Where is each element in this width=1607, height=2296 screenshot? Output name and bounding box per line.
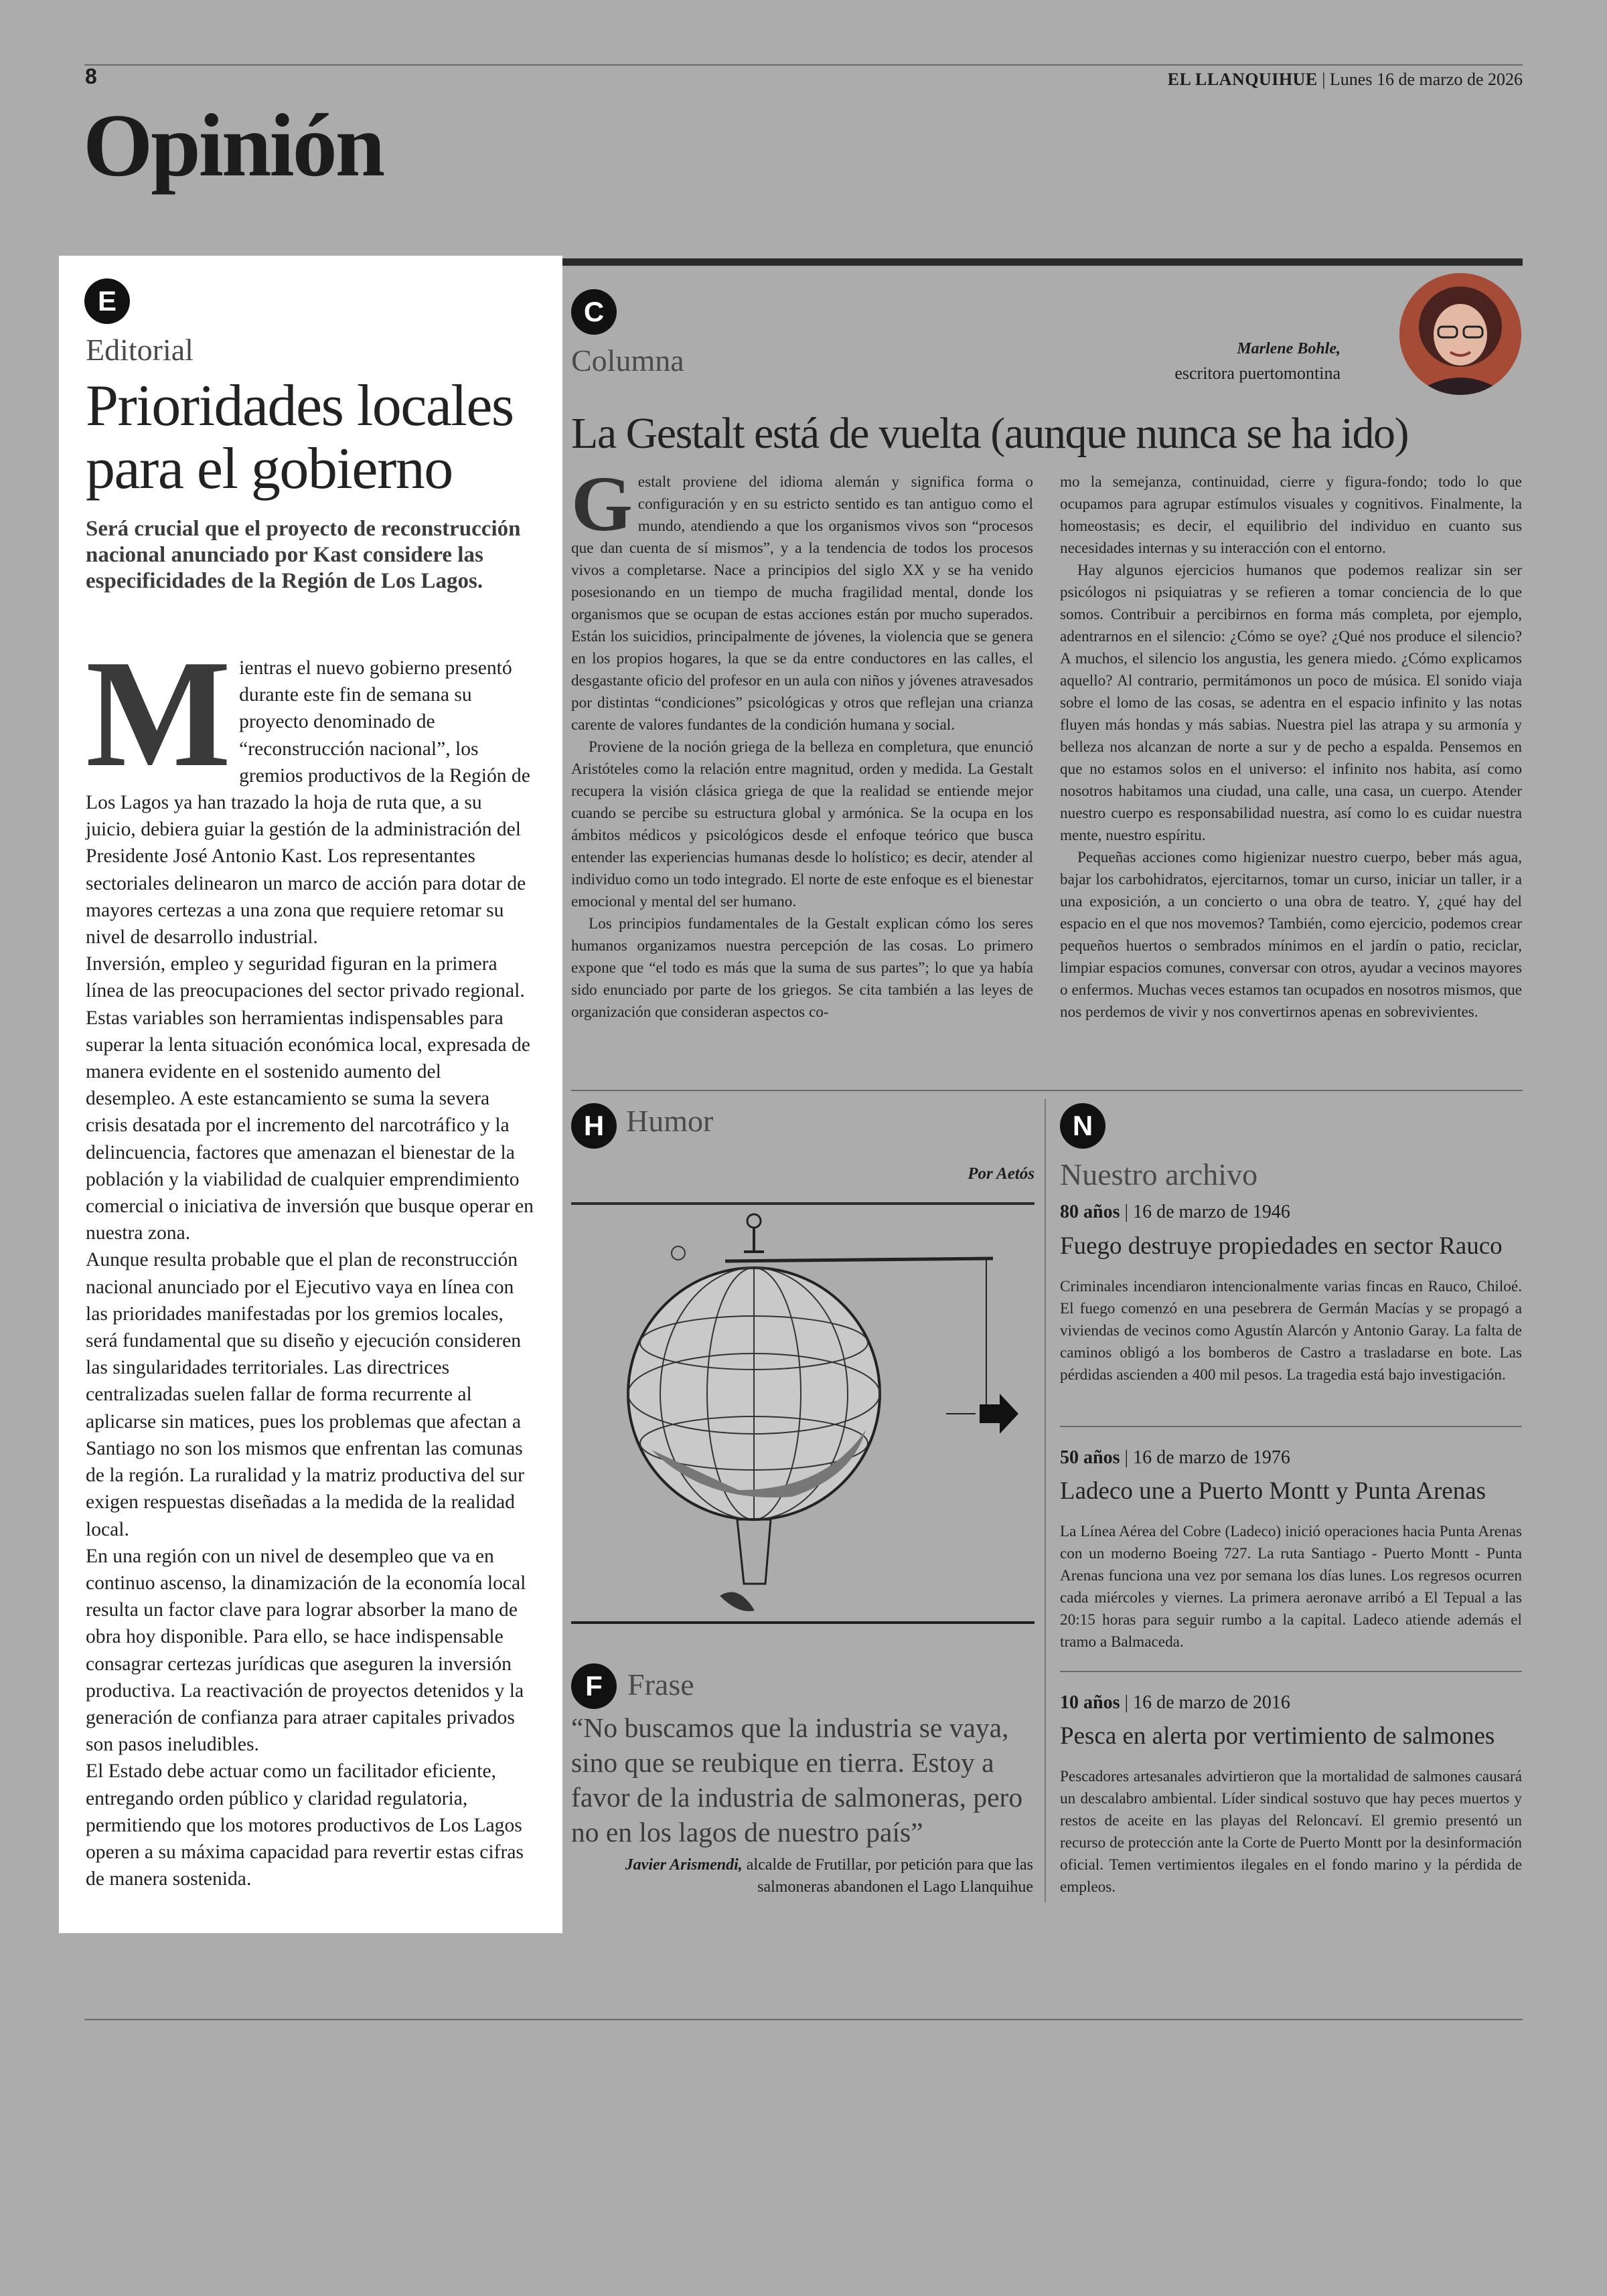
humor-cartoon	[571, 1209, 1035, 1636]
column-title: La Gestalt está de vuelta (aunque nunca se ha ido)	[571, 409, 1408, 458]
editorial-deck: Será crucial que el proyecto de reconstrucción nacional anunciado por Kast considere las especificidades de la Región de Los Lagos.	[86, 517, 521, 593]
frase-badge: F	[571, 1663, 617, 1709]
humor-kicker: Humor	[626, 1104, 714, 1138]
author-portrait-icon	[1399, 273, 1521, 395]
archive-badge: N	[1060, 1103, 1105, 1149]
editorial-paragraph: En una región con un nivel de desempleo que va en continuo ascenso, la dinamización de la economía local resulta un factor clave para lograr absorber la mano de obra hoy disponible. Para ello, se hace indispensable consagrar certezas jurídicas que aseguren la inversión productiva. La reactivación de proyectos detenidos y la generación de confianza para atraer capitales privados son pasos ineludibles.	[86, 1545, 526, 1756]
archive-entry-body: Pescadores artesanales advirtieron que la mortalidad de salmones causará un descalabro ambiental. Líder sindical sostuvo que hay peces muertos y restos de aceite en las playas del Reloncaví. El gremio presentó un recurso de protección ante la Corte de Puerto Montt por la desinformación oficial. Temen vertimientos ilegales en el fondo marino y la pérdida de empleos.	[1060, 1768, 1522, 1896]
column-paragraph: mo la semejanza, continuidad, cierre y figura-fondo; todo lo que ocupamos para agrupar estímulos visuales y cognitivos. Finalmente, la homeostasis; es decir, el equilibrio del individuo en cuanto sus necesidades internas y su interacción con el entorno.	[1060, 473, 1522, 557]
frase-kicker: Frase	[627, 1667, 694, 1702]
archive-entry-headline: Fuego destruye propiedades en sector Rauco	[1060, 1232, 1503, 1260]
column-paragraph: Los principios fundamentales de la Gestalt explican cómo los seres humanos organizamos nuestra percepción de las cosas. Lo primero expone que “el todo es más que la suma de sus partes”; lo que ya había sido enunciado por parte de los griegos. Se cita también a las leyes de organización que consideran aspectos co-	[571, 915, 1033, 1021]
issue-date: Lunes 16 de marzo de 2026	[1329, 70, 1523, 89]
editorial-body	[86, 628, 536, 1892]
page-number: 8	[85, 64, 97, 88]
frase-attribution	[571, 1854, 1033, 1898]
column-bottom-rule	[571, 1090, 1523, 1091]
publication-name: EL LLANQUIHUE	[1167, 70, 1318, 89]
archive-kicker: Nuestro archivo	[1060, 1157, 1258, 1192]
editorial-paragraph: ientras el nuevo gobierno presentó durante este fin de semana su proyecto denominado de “reconstrucción nacional”, los gremios productivos de la Región de Los Lagos ya han trazado la hoja de ruta que, a su juicio, debiera guiar la gestión de la administración del Presidente José Antonio Kast. Los representantes sectoriales delinearon un marco de acción para dotar de mayores certezas a una zona que requiere retomar su nivel de desarrollo industrial.	[86, 657, 530, 949]
editorial-paragraph: Aunque resulta probable que el plan de reconstrucción nacional anunciado por el Ejecutivo vaya en línea con las prioridades manifestadas por los gremios locales, será fundamental que su diseño y ejecución consideren las singularidades territoriales. Las directrices centralizadas suelen fallar de forma recurrente al aplicarse sin matices, pues los problemas que afectan a Santiago no son los mismos que enfrentan las comunas de la región. La ruralidad y la matriz productiva del sur exigen respuestas diseñadas a la medida de la realidad local.	[86, 1249, 524, 1540]
editorial-badge: E	[84, 278, 130, 324]
editorial-paragraph: Inversión, empleo y seguridad figuran en la primera línea de las preocupaciones del sector privado regional. Estas variables son herramientas indispensables para superar la lenta situación económica local, expresada de manera evidente en el sostenido aumento del desempleo. A este estancamiento se suma la severa crisis desatada por el incremento del narcotráfico y la delincuencia, factores que amenazan el bienestar de la población y la viabilidad de cualquier emprendimiento comercial o iniciativa de inversión que busque operar en nuestra zona.	[86, 953, 534, 1244]
archive-entry-year: 80 años | 16 de marzo de 1946	[1060, 1202, 1290, 1222]
column-text-right	[1060, 471, 1522, 1023]
column-badge: C	[571, 289, 617, 335]
frase-attribution-text: alcalde de Frutillar, por petición para que las salmoneras abandonen el Lago Llanquihue	[742, 1856, 1033, 1896]
frase-attribution-name: Javier Arismendi,	[625, 1856, 743, 1874]
header-top-rule	[84, 64, 1523, 66]
editorial-paragraph: El Estado debe actuar como un facilitador eficiente, entregando orden público y claridad regulatoria, permitiendo que los motores productivos de Los Lagos operen a su máxima capacidad para revertir estas cifras de manera sostenida.	[86, 1760, 524, 1890]
frase-quote: “No buscamos que la industria se vaya, sino que se reubique en tierra. Estoy a favor de la industria de salmoneras, pero no en los lagos de nuestro país”	[571, 1712, 1023, 1848]
column-text-left	[571, 460, 1033, 1023]
column-author-name: Marlene Bohle,	[1237, 340, 1341, 357]
archive-entry-year: 10 años | 16 de marzo de 2016	[1060, 1692, 1290, 1713]
archive-entry-headline: Pesca en alerta por vertimiento de salmones	[1060, 1722, 1495, 1750]
footer-rule	[84, 2019, 1523, 2020]
archive-entry-body: Criminales incendiaron intencionalmente varias fincas en Rauco, Chiloé. El fuego comenzó en una pesebrera de Germán Macías y se propagó a viviendas de vecinos como Agustín Alarcón y Antonio Garay. La falta de caminos obligó a los bomberos de Castro a trasladarse en bote. Las pérdidas ascienden a 400 mil pesos. La tragedia está bajo investigación.	[1060, 1278, 1522, 1384]
column-author-role: escritora puertomontina	[1174, 363, 1341, 383]
column-paragraph: estalt proviene del idioma alemán y significa forma o configuración y en su estricto sentido es tan antiguo como el mundo, atendiendo a que los organismos vivos son “procesos que dan cuenta de sí mismos”, y a la tendencia de todos los procesos vivos a completarse. Nace a principios del siglo XX y se ha venido posesionando en un tiempo de mucha fragilidad mental, donde los organismos que se ocupan de estas acciones están por mucho superados. Están los suicidios, principalmente de jóvenes, la violencia que se genera en los propios hogares, la que se da entre conductores en las calles, el desgastante oficio del profesor en un aula con niños y jóvenes atravesados por distintas “condiciones” psicológicas y otros que reflejan una crianza carente de valores fundantes de la condición humana y social.	[571, 473, 1033, 734]
archive-entry-year: 50 años | 16 de marzo de 1976	[1060, 1447, 1290, 1468]
editorial-dropcap: M	[86, 628, 232, 799]
humor-badge: H	[571, 1103, 617, 1149]
archive-entry-body: La Línea Aérea del Cobre (Ladeco) inició operaciones hacia Punta Arenas con un moderno Boeing 727. La ruta Santiago - Puerto Montt - Punta Arenas funciona una vez por semana los días lunes. Los regresos ocurren cada miércoles y viernes. La primera aeronave arribó a El Tepual a las 20:15 horas para seguir rumbo a la capital. Ladeco atiende además el tramo a Balmaceda.	[1060, 1523, 1522, 1651]
humor-top-rule	[571, 1202, 1035, 1205]
archive-divider	[1060, 1426, 1522, 1427]
section-title: Opinión	[83, 96, 384, 195]
globe-cartoon-icon	[571, 1209, 1035, 1636]
archive-divider	[1060, 1671, 1522, 1672]
column-dropcap: G	[571, 460, 633, 548]
humor-byline: Por Aetós	[968, 1165, 1035, 1183]
column-paragraph: Proviene de la noción griega de la belleza en completura, que enunció Aristóteles como la relación entre magnitud, orden y medida. La Gestalt recupera la visión clásica griega de que la realidad se entiende mejor cuando se percibe su estructura global y armónica. Se la ocupa en los ámbitos médicos y psicológicos desde el enfoque teórico que busca entender las experiencias humanas desde lo holístico; es decir, atender al individuo como un todo integrado. El norte de este enfoque es el bienestar emocional y mental del ser humano.	[571, 738, 1033, 910]
archive-entry-headline: Ladeco une a Puerto Montt y Punta Arenas	[1060, 1477, 1486, 1505]
editorial-kicker: Editorial	[86, 333, 194, 367]
column-paragraph: Hay algunos ejercicios humanos que podemos realizar sin ser psicólogos ni psiquiatras y se refieren a tomar conciencia de lo que somos. Contribuir a percibirnos en forma más completa, por ejemplo, adentrarnos en el silencio: ¿Cómo se oye? ¿Qué nos produce el silencio? A muchos, el silencio los angustia, les genera miedo. ¿Cómo explicamos aquello? Al contrario, permitámonos un poco de música. El sonido viaja sobre el lomo de las cosas, se adentra en el espacio infinito y las notas fluyen más hondas y más sabias. Nuestra piel las atrapa y su armonía y belleza nos alcanzan de norte a sur y de pecho a espalda. Pensemos en que no estamos solos en el universo: el infinito nos habita, así como nosotros habitamos una ciudad, una calle, una casa, un cuerpo. Atender nuestro cuerpo es responsabilidad nuestra, así como lo es cuidar nuestra mente, nuestro espíritu.	[1060, 562, 1522, 844]
author-photo	[1399, 273, 1521, 395]
editorial-title: Prioridades locales para el gobierno	[86, 374, 514, 501]
column-paragraph: Pequeñas acciones como higienizar nuestro cuerpo, beber más agua, bajar los carbohidratos, ejercitarnos, tomar un curso, iniciar un taller, ir a una exposición, a un concierto o una obra de teatro. Y, ¿qué hay del espacio en el que nos movemos? También, como ejercicio, podemos crear pequeños huertos o sembrados mínimos en el jardín o patio, reciclar, limpiar espacios comunes, conversar con otros, ayudar a vecinos mayores o enfermos. Muchas veces estamos tan ocupados en nosotros mismos, que nos perdemos de vivir y nos convertirnos apenas en sobrevivientes.	[1060, 849, 1522, 1021]
column-kicker: Columna	[571, 343, 684, 378]
masthead: EL LLANQUIHUE | Lunes 16 de marzo de 2026	[1167, 70, 1523, 89]
